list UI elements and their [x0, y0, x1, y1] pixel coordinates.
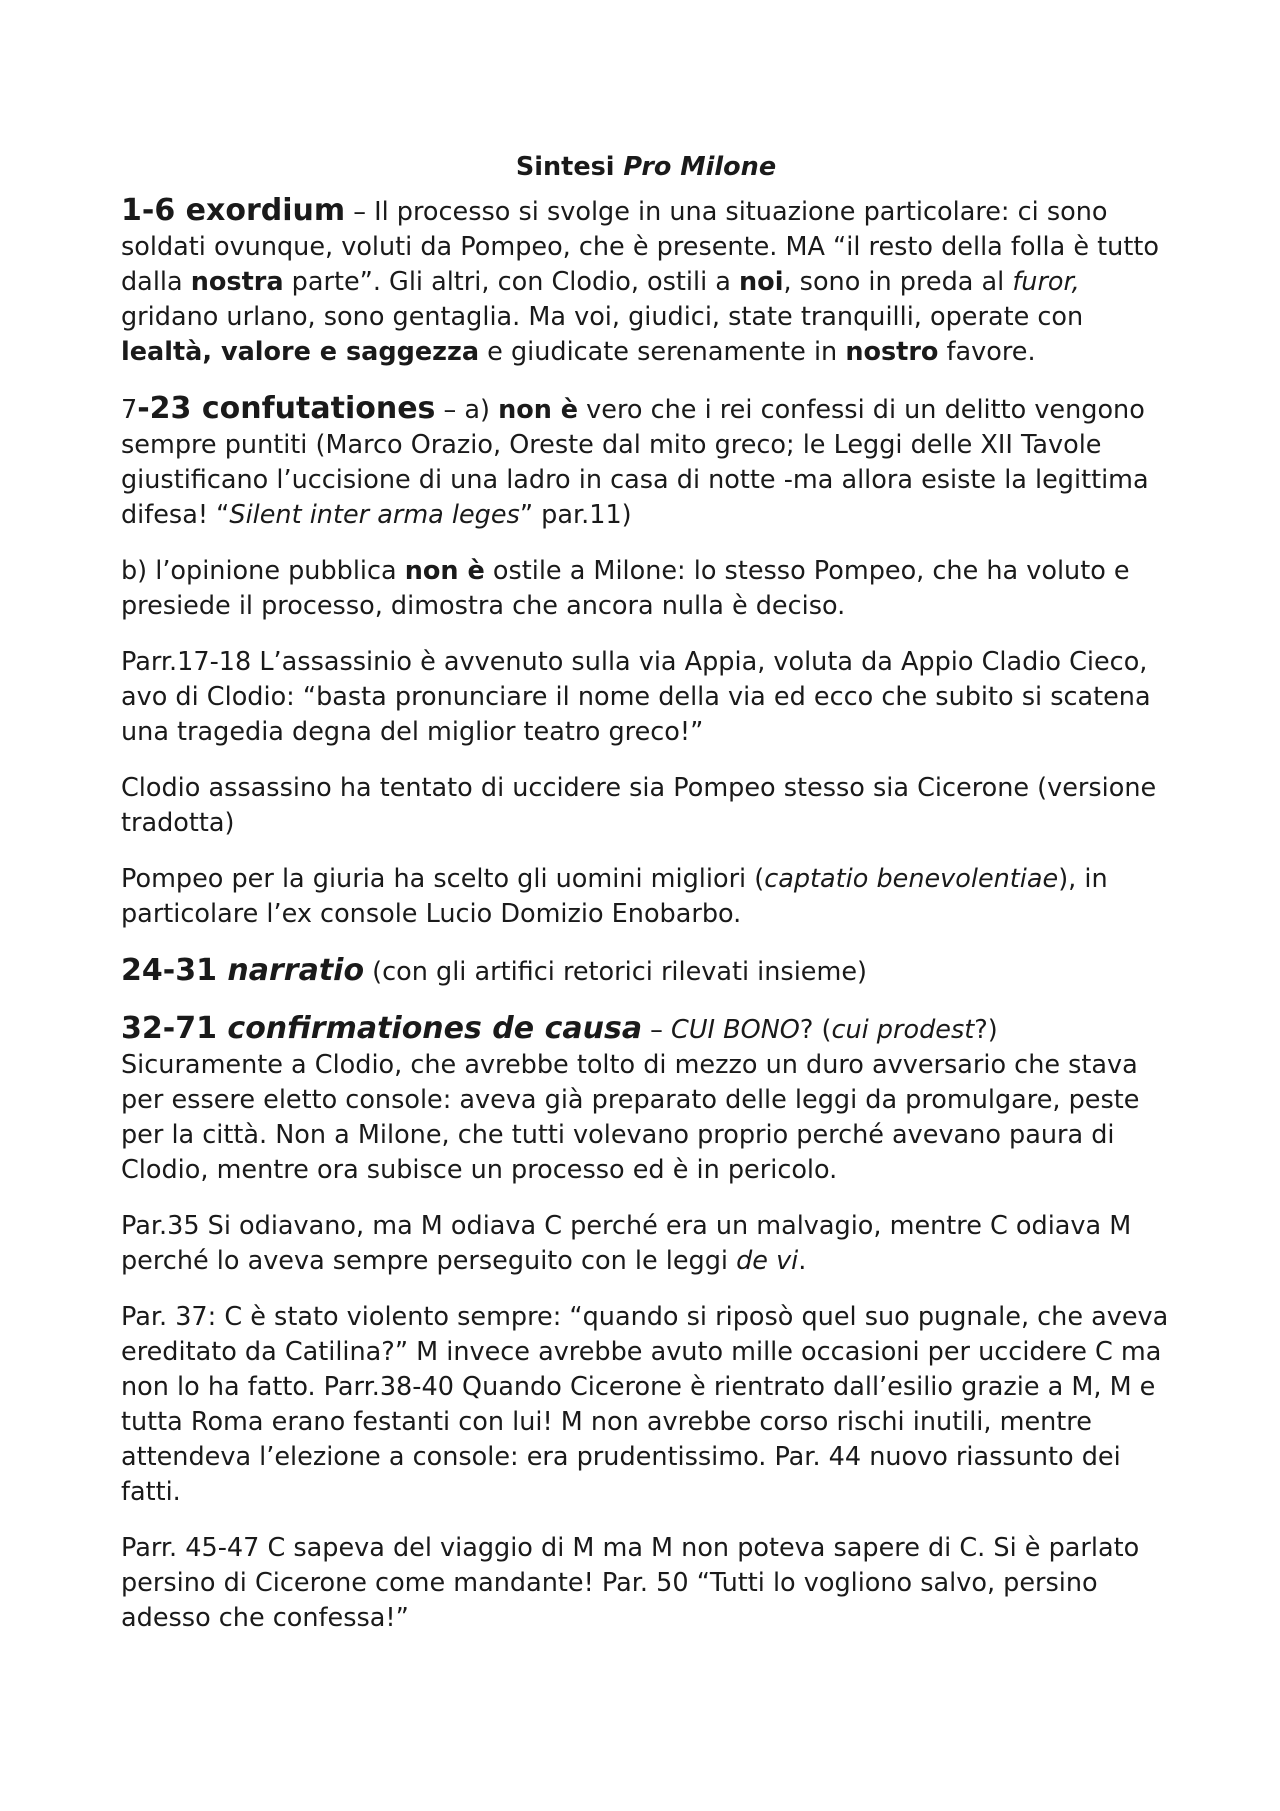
text-span: ), in particolare l’ex console Lucio Domizio Enobarbo. [121, 864, 1108, 929]
italic-span: captatio benevolentiae [764, 864, 1059, 894]
text-span: , sono in preda al [783, 267, 1013, 297]
section-heading-exordium: 1-6 exordium [121, 193, 346, 228]
text-span: – a) [435, 395, 499, 425]
paragraph-opinione [121, 554, 1171, 624]
paragraph-par-45: Parr. 45-47 C sapeva del viaggio di M ma M non poteva sapere di C. Si è parlato persino di Cicerone come mandante! Par. 50 “Tutti lo vogliono salvo, persino adesso che confessa!” [121, 1533, 1140, 1633]
text-span: 7 [121, 395, 138, 425]
title-prefix: Sintesi [515, 152, 624, 182]
section-heading-narratio [121, 953, 364, 988]
paragraph-exordium [121, 193, 1171, 370]
heading-italic: confirmationes de causa [227, 1011, 643, 1046]
section-heading-confirmationes [121, 1011, 642, 1046]
heading-number: 32-71 [121, 1011, 228, 1046]
paragraph-clodio-assassino: Clodio assassino ha tentato di uccidere sia Pompeo stesso sia Cicerone (versione tradotta) [121, 773, 1157, 838]
paragraph-confirmationes [121, 1011, 1171, 1188]
text-span: (con gli artifici retorici rilevati insieme) [364, 957, 867, 987]
text-span: ostile a Milone: lo stesso Pompeo, che ha voluto e presiede il processo, dimostra che ancora nulla è deciso. [121, 556, 1130, 621]
section-heading-confutationes: -23 confutationes [137, 391, 436, 426]
text-span: ” par.11) [519, 500, 632, 530]
bold-span: non è [498, 395, 579, 425]
text-span: e giudicate serenamente in [479, 337, 846, 367]
bold-span: noi [739, 267, 784, 297]
text-span: – [642, 1015, 672, 1045]
bold-span: nostro [845, 337, 939, 367]
paragraph-confutationes [121, 391, 1171, 533]
text-span: vero che i rei confessi di un delitto vengono sempre puntiti (Marco Orazio, Oreste dal mito greco; le Leggi delle XII Tavole giustificano l’uccisione di una ladro in casa di notte -ma allora esiste la legittima difesa! “ [121, 395, 1149, 530]
paragraph-via-appia: Parr.17-18 L’assassinio è avvenuto sulla via Appia, voluta da Appio Cladio Cieco, avo di Clodio: “basta pronunciare il nome della via ed ecco che subito si scatena una tragedia degna del miglior teatro greco!” [121, 647, 1151, 747]
bold-span: nostra [190, 267, 284, 297]
text-span: – Il processo si svolge in una situazione particolare: ci sono soldati ovunque, voluti da Pompeo, che è presente. MA “il resto della folla è tutto dalla [121, 197, 1159, 297]
text-span: Pompeo per la giuria ha scelto gli uomini migliori ( [121, 864, 765, 894]
italic-span: Silent inter arma leges [229, 500, 520, 530]
text-span: gridano urlano, sono gentaglia. Ma voi, giudici, state tranquilli, operate con [121, 302, 1084, 332]
italic-span: furor, [1012, 267, 1080, 297]
title-work: Pro Milone [623, 152, 777, 182]
document-title [121, 150, 1171, 185]
heading-italic: narratio [227, 953, 365, 988]
text-span: favore. [938, 337, 1036, 367]
italic-span: CUI BONO [671, 1015, 800, 1045]
paragraph-giuria [121, 862, 1171, 932]
paragraph-par-35 [121, 1209, 1171, 1279]
bold-span: non è [404, 556, 485, 586]
heading-number: 24-31 [121, 953, 228, 988]
text-span: b) l’opinione pubblica [121, 556, 405, 586]
paragraph-narratio [121, 953, 1171, 990]
text-span: . [798, 1246, 807, 1276]
text-span: parte”. Gli altri, con Clodio, ostili a [283, 267, 740, 297]
text-span: Sicuramente a Clodio, che avrebbe tolto di mezzo un duro avversario che stava per essere eletto console: aveva già preparato delle leggi da promulgare, peste per la città. Non a Milone, che tutti volevano proprio perché avevano paura di Clodio, mentre ora subisce un processo ed è in pericolo. [121, 1050, 1140, 1185]
text-span: ?) [974, 1015, 998, 1045]
text-span: ? ( [799, 1015, 832, 1045]
bold-span: lealtà, valore e saggezza [121, 337, 480, 367]
italic-span: de vi [736, 1246, 799, 1276]
paragraph-par-37: Par. 37: C è stato violento sempre: “quando si riposò quel suo pugnale, che aveva ereditato da Catilina?” M invece avrebbe avuto mille occasioni per uccidere C ma non lo ha fatto. Parr.38-40 Quando Cicerone è rientrato dall’esilio grazie a M, M e tutta Roma erano festanti con lui! M non avrebbe corso rischi inutili, mentre attendeva l’elezione a console: era prudentissimo. Par. 44 nuovo riassunto dei fatti. [121, 1302, 1169, 1507]
document-page [121, 150, 1171, 1636]
text-span: Par.35 Si odiavano, ma M odiava C perché era un malvagio, mentre C odiava M perché lo aveva sempre perseguito con le leggi [121, 1211, 1132, 1276]
italic-span: cui prodest [831, 1015, 975, 1045]
